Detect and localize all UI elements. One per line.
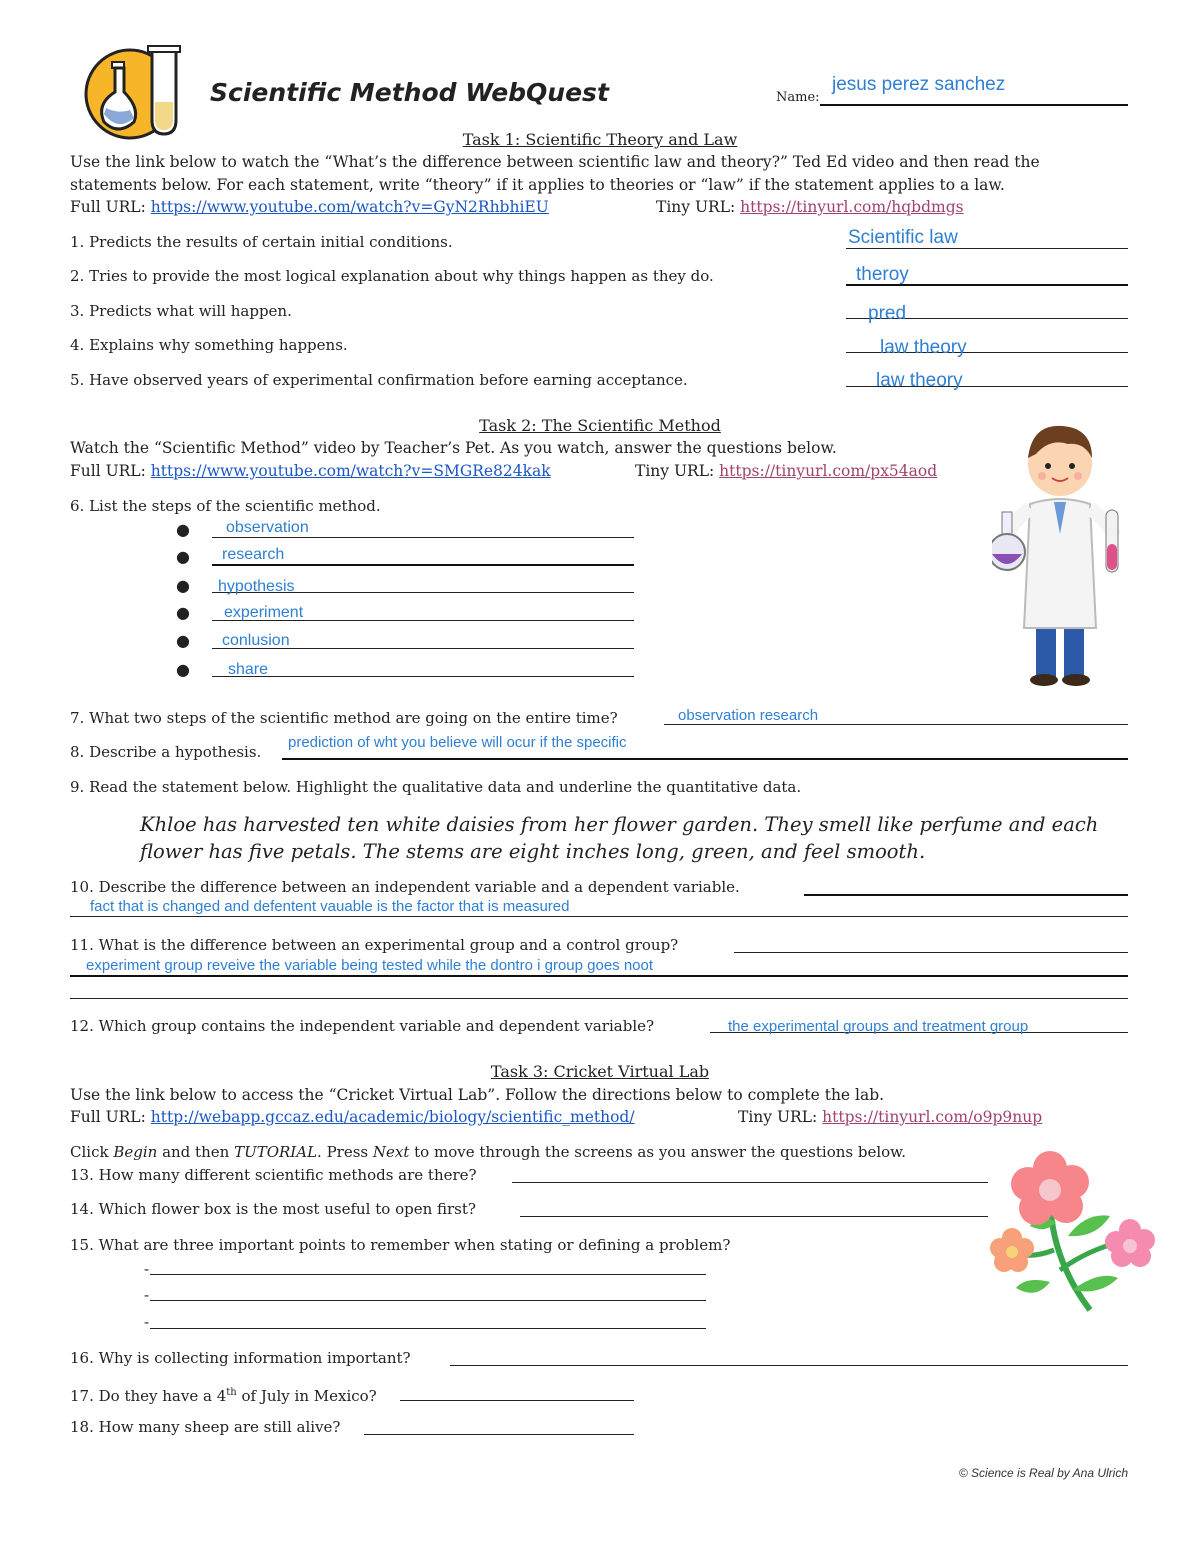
task2-heading: Task 2: The Scientific Method [479,416,721,435]
task1-answer-5[interactable]: law theory [876,370,963,391]
task1-answer-3[interactable]: pred [868,303,907,324]
task2-tiny-url-link[interactable]: https://tinyurl.com/px54aod [719,462,938,480]
copyright-footer: © Science is Real by Ana Ulrich [958,1466,1128,1480]
task3-question-14: 14. Which flower box is the most useful to open first? [70,1200,476,1218]
task3-tiny-url-link[interactable]: https://tinyurl.com/o9p9nup [822,1108,1043,1126]
task3-tiny-row [738,1108,1042,1126]
task3-question-16: 16. Why is collecting information important? [70,1349,411,1367]
task3-question-18: 18. How many sheep are still alive? [70,1418,341,1436]
tiny-url-label: Tiny URL: [656,198,736,216]
step-bullet-6: ● [176,660,190,679]
answer-line-10a [804,894,1128,896]
scientist-illustration [992,414,1132,690]
task2-question-7: 7. What two steps of the scientific method are going on the entire time? [70,709,618,727]
answer-line-10b [70,916,1128,917]
task3-url-row [70,1108,635,1126]
task3-question-15: 15. What are three important points to remember when stating or defining a problem? [70,1236,731,1254]
task1-question-3: 3. Predicts what will happen. [70,302,292,320]
task1-question-2: 2. Tries to provide the most logical explanation about why things happen as they do. [70,267,714,285]
step-bullet-5: ● [176,631,190,650]
task1-answer-1[interactable]: Scientific law [848,227,958,248]
answer-11[interactable]: experiment group reveive the variable being tested while the dontro i group goes noot [86,957,654,974]
lab-flask-logo [82,42,192,142]
task3-question-17: 17. Do they have a 4th of July in Mexico? [70,1387,377,1405]
step-line-6 [212,676,634,677]
answer-10[interactable]: fact that is changed and defentent vauable is the factor that is measured [90,898,570,915]
daisy-statement-line1: Khloe has harvested ten white daisies from her flower garden. They smell like perfume and each [140,813,1099,836]
step-answer-5[interactable]: conlusion [222,632,290,649]
answer-line-17 [400,1400,634,1401]
task1-url-row [70,198,549,216]
answer-line-7 [664,724,1128,725]
task3-instructions: Use the link below to access the “Cricket Virtual Lab”. Follow the directions below to complete the lab. [70,1086,885,1104]
task2-instructions: Watch the “Scientific Method” video by Teacher’s Pet. As you watch, answer the questions below. [70,439,837,457]
step-line-1 [212,537,634,538]
task2-url-row [70,462,551,480]
full-url-label: Full URL: [70,462,146,480]
step-line-2 [212,564,634,566]
task1-tiny-row [656,198,964,216]
task2-question-10: 10. Describe the difference between an independent variable and a dependent variable. [70,878,740,896]
task2-question-12: 12. Which group contains the independent variable and dependent variable? [70,1017,655,1035]
name-underline [820,104,1128,106]
task1-tiny-url-link[interactable]: https://tinyurl.com/hqbdmgs [740,198,964,216]
task2-question-11: 11. What is the difference between an experimental group and a control group? [70,936,679,954]
task1-answer-4[interactable]: law theory [880,337,967,358]
name-label: Name: [776,90,820,105]
answer-12[interactable]: the experimental groups and treatment group [728,1018,1029,1035]
task1-instructions-line2: statements below. For each statement, write “theory” if it applies to theories or “law” if the statement applies to a law. [70,176,1005,194]
task1-question-1: 1. Predicts the results of certain initial conditions. [70,233,453,251]
task1-heading: Task 1: Scientific Theory and Law [462,130,738,149]
answer-line-18 [364,1434,634,1435]
answer-line-11c [70,998,1128,999]
answer-line-8 [282,758,1128,760]
task3-question-13: 13. How many different scientific methods are there? [70,1166,477,1184]
task1-question-5: 5. Have observed years of experimental confirmation before earning acceptance. [70,371,688,389]
step-answer-3[interactable]: hypothesis [218,578,295,595]
full-url-label: Full URL: [70,1108,146,1126]
task2-question-6: 6. List the steps of the scientific method. [70,497,381,515]
answer-line-13 [512,1182,988,1183]
task3-full-url-link[interactable]: http://webapp.gccaz.edu/academic/biology/scientific_method/ [150,1108,635,1126]
answer-line-11a [734,952,1128,953]
page-title: Scientific Method WebQuest [210,78,609,107]
answer-line-15a [150,1274,706,1275]
step-bullet-4: ● [176,603,190,622]
task3-heading: Task 3: Cricket Virtual Lab [490,1062,710,1081]
answer-7[interactable]: observation research [678,707,819,724]
dash-3: - [144,1313,150,1331]
task1-question-4: 4. Explains why something happens. [70,336,348,354]
answer-line-14 [520,1216,988,1217]
task2-full-url-link[interactable]: https://www.youtube.com/watch?v=SMGRe824kak [150,462,551,480]
step-answer-6[interactable]: share [228,661,269,678]
step-answer-2[interactable]: research [222,546,285,563]
task2-tiny-row [635,462,937,480]
answer-line-15b [150,1300,706,1301]
task2-question-8: 8. Describe a hypothesis. [70,743,262,761]
dash-1: - [144,1260,150,1278]
step-answer-1[interactable]: observation [226,519,309,536]
full-url-label: Full URL: [70,198,146,216]
step-bullet-2: ● [176,547,190,566]
dash-2: - [144,1286,150,1304]
task2-question-9: 9. Read the statement below. Highlight the qualitative data and underline the quantitative data. [70,778,802,796]
answer-line-15c [150,1328,706,1329]
flower-illustration [990,1150,1160,1320]
step-bullet-3: ● [176,576,190,595]
task1-answer-2[interactable]: theroy [856,264,909,285]
tiny-url-label: Tiny URL: [738,1108,818,1126]
step-bullet-1: ● [176,520,190,539]
tiny-url-label: Tiny URL: [635,462,715,480]
task1-full-url-link[interactable]: https://www.youtube.com/watch?v=GyN2RhbhiEU [150,198,549,216]
answer-line-16 [450,1365,1128,1366]
answer-8[interactable]: prediction of wht you believe will ocur if the specific [288,734,627,751]
task1-instructions-line1: Use the link below to watch the “What’s the difference between scientific law and theory?” Ted Ed video and then read the [70,153,1040,171]
daisy-statement-line2: flower has five petals. The stems are eight inches long, green, and feel smooth. [140,840,926,863]
answer-line-11b [70,975,1128,977]
step-answer-4[interactable]: experiment [224,604,304,621]
name-field[interactable]: jesus perez sanchez [832,74,1006,95]
task3-click-instructions: Click Begin and then TUTORIAL. Press Next to move through the screens as you answer the questions below. [70,1143,906,1161]
